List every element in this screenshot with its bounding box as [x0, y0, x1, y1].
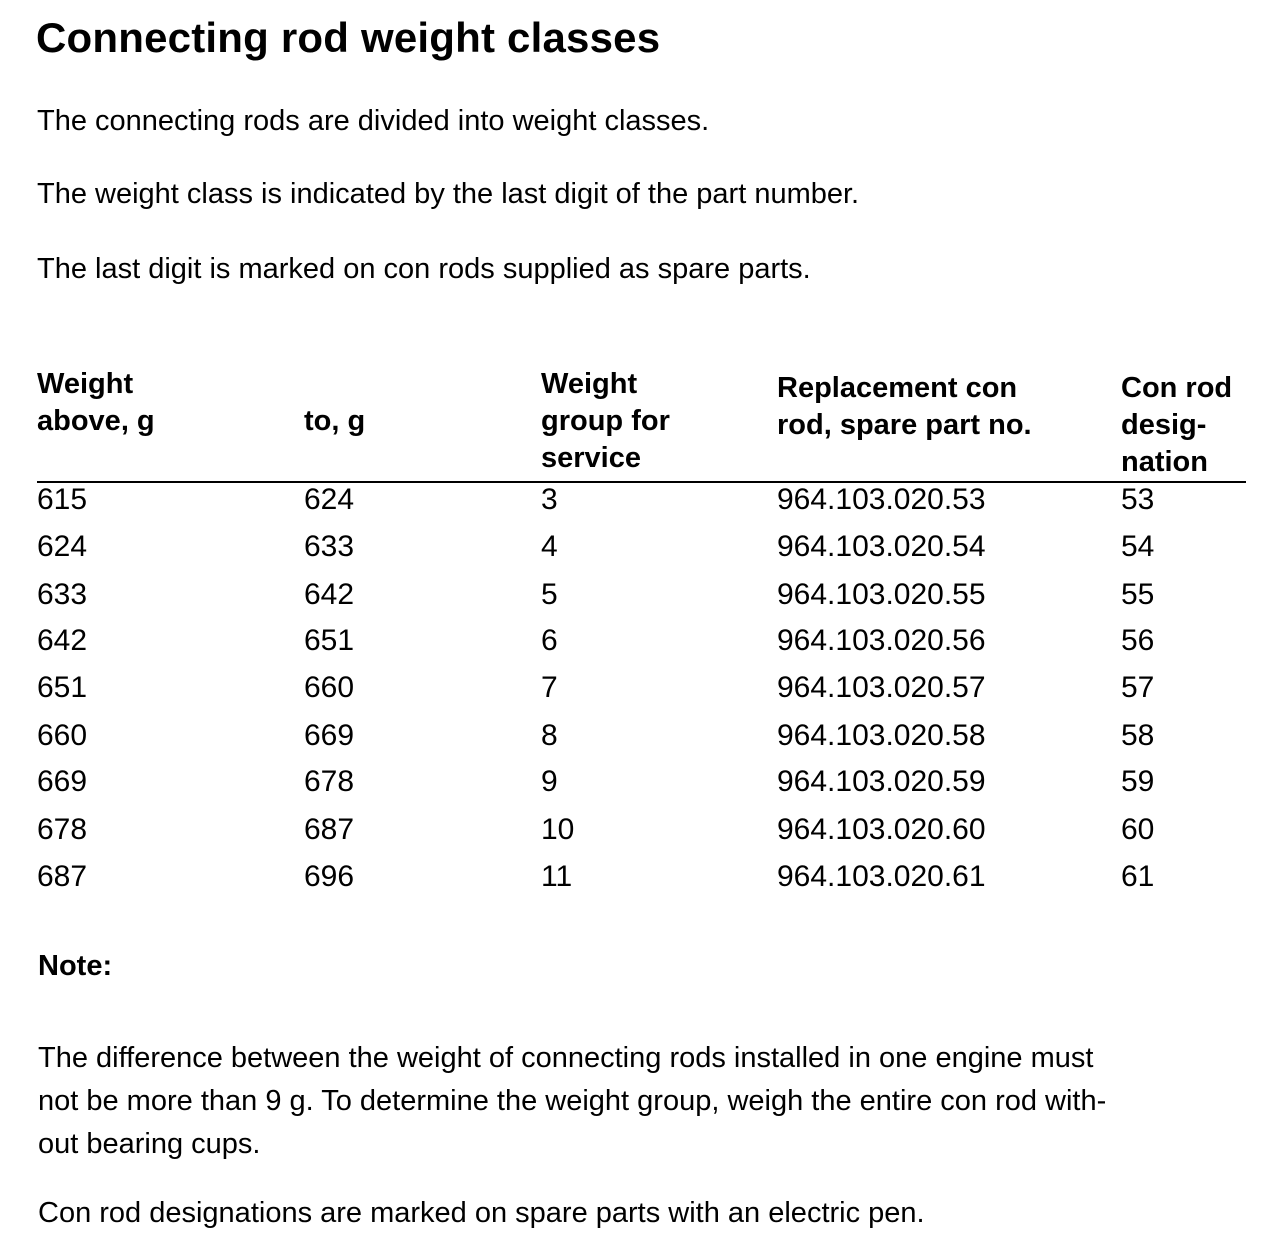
cell-designation: 60	[1121, 813, 1155, 846]
table-row	[0, 671, 1280, 715]
note-line: out bearing cups.	[38, 1128, 261, 1160]
table-row	[0, 624, 1280, 668]
table-row	[0, 765, 1280, 809]
header-line: Weight	[37, 368, 134, 400]
cell-designation: 61	[1121, 860, 1155, 893]
cell-designation: 57	[1121, 671, 1155, 704]
header-line: Weight	[541, 368, 638, 400]
cell-weight-above: 633	[37, 578, 88, 611]
cell-to: 633	[304, 530, 355, 563]
cell-weight-above: 615	[37, 483, 88, 516]
cell-weight-above: 651	[37, 671, 88, 704]
cell-to: 669	[304, 719, 355, 752]
cell-part-no: 964.103.020.56	[777, 624, 986, 657]
table-row	[0, 719, 1280, 763]
header-designation	[1121, 370, 1271, 481]
cell-group: 11	[541, 860, 573, 893]
header-line: Con rod	[1121, 372, 1233, 404]
cell-designation: 53	[1121, 483, 1155, 516]
cell-designation: 56	[1121, 624, 1155, 657]
table-row	[0, 483, 1280, 527]
cell-group: 6	[541, 624, 558, 657]
cell-part-no: 964.103.020.57	[777, 671, 986, 704]
header-line: service	[541, 442, 641, 474]
cell-weight-above: 687	[37, 860, 88, 893]
header-spare-part-no	[777, 370, 1107, 444]
cell-part-no: 964.103.020.60	[777, 813, 986, 846]
cell-part-no: 964.103.020.58	[777, 719, 986, 752]
header-line: above, g	[37, 405, 155, 437]
cell-weight-above: 624	[37, 530, 88, 563]
cell-group: 7	[541, 671, 558, 704]
header-line: desig-	[1121, 409, 1207, 441]
header-weight-group	[541, 366, 741, 477]
note-paragraph	[38, 1037, 1253, 1166]
cell-to: 642	[304, 578, 355, 611]
header-line: group for	[541, 405, 670, 437]
table-row	[0, 860, 1280, 904]
cell-to: 696	[304, 860, 355, 893]
cell-designation: 54	[1121, 530, 1155, 563]
intro-paragraph-1: The connecting rods are divided into weight classes.	[37, 105, 710, 137]
header-weight-above	[37, 366, 257, 440]
page-title: Connecting rod weight classes	[36, 14, 661, 61]
final-paragraph: Con rod designations are marked on spare parts with an electric pen.	[38, 1197, 925, 1229]
cell-to: 624	[304, 483, 355, 516]
header-to	[304, 403, 504, 440]
cell-group: 4	[541, 530, 558, 563]
table-row	[0, 578, 1280, 622]
cell-to: 660	[304, 671, 355, 704]
cell-weight-above: 669	[37, 765, 88, 798]
header-line: Replacement con	[777, 372, 1018, 404]
note-line: not be more than 9 g. To determine the weight group, weigh the entire con rod with-	[38, 1085, 1107, 1117]
note-line: The difference between the weight of connecting rods installed in one engine must	[38, 1042, 1094, 1074]
cell-weight-above: 642	[37, 624, 88, 657]
cell-designation: 58	[1121, 719, 1155, 752]
cell-to: 651	[304, 624, 355, 657]
cell-group: 9	[541, 765, 558, 798]
cell-group: 10	[541, 813, 575, 846]
cell-weight-above: 660	[37, 719, 88, 752]
intro-paragraph-2: The weight class is indicated by the last digit of the part number.	[37, 178, 860, 210]
table-row	[0, 813, 1280, 857]
cell-part-no: 964.103.020.53	[777, 483, 986, 516]
table-row	[0, 530, 1280, 574]
cell-part-no: 964.103.020.55	[777, 578, 986, 611]
header-line: nation	[1121, 446, 1208, 478]
cell-group: 3	[541, 483, 558, 516]
header-line: to, g	[304, 405, 366, 437]
note-label: Note:	[38, 950, 113, 982]
cell-part-no: 964.103.020.59	[777, 765, 986, 798]
cell-weight-above: 678	[37, 813, 88, 846]
cell-designation: 55	[1121, 578, 1155, 611]
cell-to: 678	[304, 765, 355, 798]
cell-designation: 59	[1121, 765, 1155, 798]
intro-paragraph-3: The last digit is marked on con rods supplied as spare parts.	[37, 253, 811, 285]
cell-to: 687	[304, 813, 355, 846]
cell-part-no: 964.103.020.61	[777, 860, 986, 893]
cell-group: 5	[541, 578, 558, 611]
cell-part-no: 964.103.020.54	[777, 530, 986, 563]
header-line: rod, spare part no.	[777, 409, 1032, 441]
cell-group: 8	[541, 719, 558, 752]
